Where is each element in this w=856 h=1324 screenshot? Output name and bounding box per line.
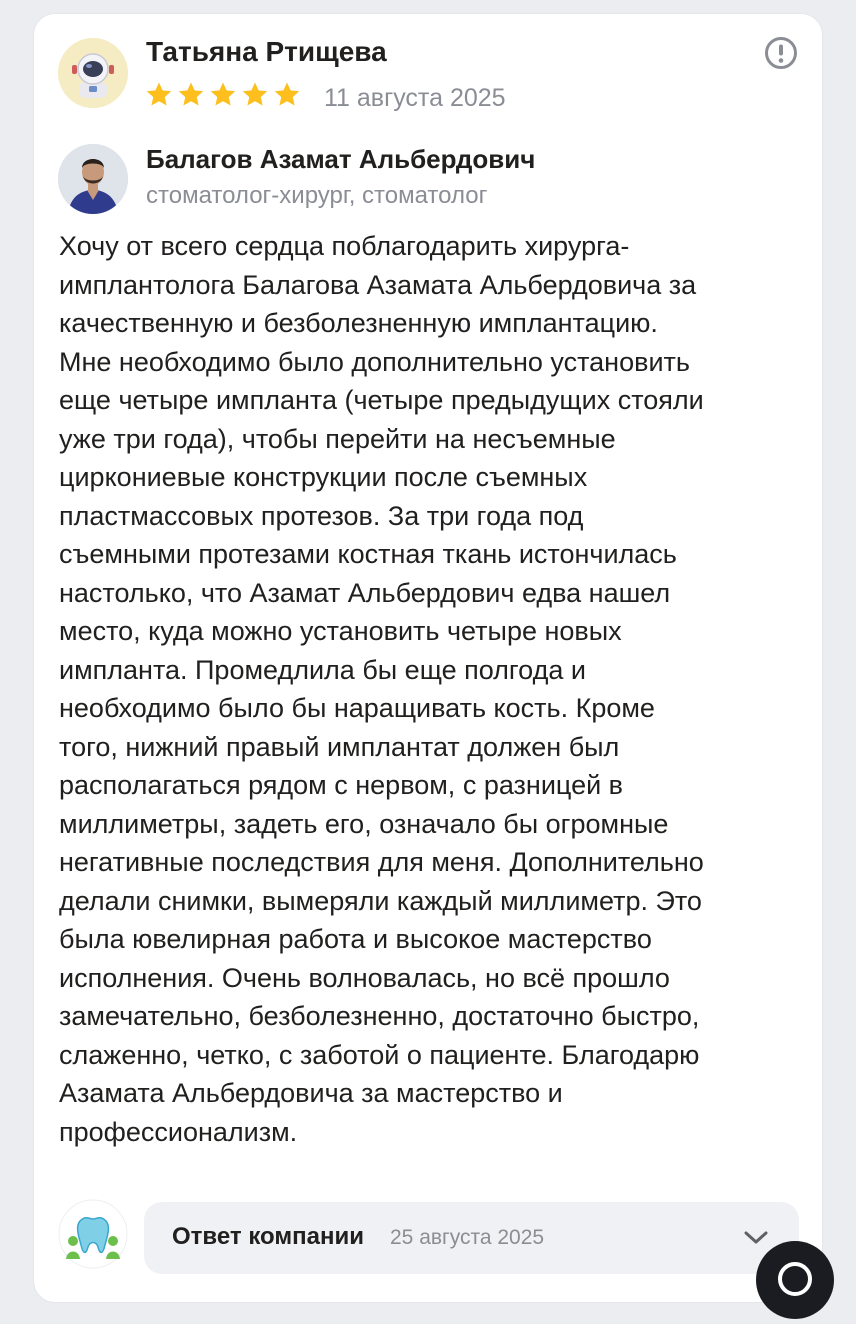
chat-bubble-icon <box>756 1241 834 1319</box>
review-text-line: еще четыре импланта (четыре предыдущих стояли <box>59 385 704 415</box>
chat-button[interactable] <box>756 1241 834 1319</box>
review-text-line: располагаться рядом с нервом, с разницей в <box>59 770 624 800</box>
star-rating <box>144 80 302 110</box>
exclamation-circle-icon <box>764 36 798 70</box>
review-text-line: съемными протезами костная ткань истончилась <box>59 539 677 569</box>
review-text-line: необходимо было бы наращивать кость. Кроме <box>59 693 655 723</box>
reviewer-avatar[interactable] <box>58 38 128 108</box>
review-text-line: негативные последствия для меня. Дополнительно <box>59 847 704 877</box>
star-icon <box>272 80 302 110</box>
star-icon <box>144 80 174 110</box>
star-icon <box>176 80 206 110</box>
review-text-line: качественную и безболезненную имплантацию. <box>59 308 658 338</box>
company-reply-toggle[interactable] <box>144 1202 799 1274</box>
review-text-line: циркониевые конструкции после съемных <box>59 462 588 492</box>
review-text-line: пластмассовых протезов. За три года под <box>59 500 584 531</box>
review-text-line: Азамата Альбердовича за мастерство и <box>59 1078 563 1108</box>
review-text <box>59 227 804 1151</box>
review-text-line: место, куда можно установить четыре новых <box>59 616 622 646</box>
star-icon <box>208 80 238 110</box>
review-text-line: Хочу от всего сердца поблагодарить хирурга- <box>59 231 630 261</box>
review-text-line: замечательно, безболезненно, достаточно быстро, <box>59 1001 700 1031</box>
review-text-line: профессионализм. <box>59 1116 298 1147</box>
doctor-name[interactable]: Балагов Азамат Альбердович <box>146 144 536 174</box>
review-text-line: слаженно, четко, с заботой о пациенте. Благодарю <box>59 1039 700 1070</box>
company-logo <box>58 1199 128 1269</box>
review-text-line: делали снимки, вымеряли каждый миллиметр. Это <box>59 885 702 916</box>
star-icon <box>240 80 270 110</box>
review-date: 11 августа 2025 <box>324 84 506 112</box>
review-text-line: настолько, что Азамат Альбердович едва нашел <box>59 577 671 608</box>
tooth-logo-icon <box>58 1199 128 1269</box>
review-text-line: импланта. Промедлила бы еще полгода и <box>59 654 586 685</box>
review-text-line: Мне необходимо было дополнительно установить <box>59 346 690 377</box>
review-text-line: того, нижний правый имплантат должен был <box>59 731 620 762</box>
review-text-line: миллиметры, задеть его, означало бы огромные <box>59 808 669 839</box>
reviewer-name[interactable]: Татьяна Ртищева <box>146 36 387 67</box>
report-button[interactable] <box>764 36 798 70</box>
doctor-photo <box>58 144 128 214</box>
company-reply-label: Ответ компании <box>172 1223 364 1250</box>
astronaut-avatar-icon <box>58 38 128 108</box>
review-text-line: была ювелирная работа и высокое мастерство <box>59 924 652 954</box>
review-text-line: имплантолога Балагова Азамата Альбердовича за <box>59 269 697 300</box>
doctor-avatar[interactable] <box>58 144 128 214</box>
review-text-line: уже три года), чтобы перейти на несъемные <box>59 423 616 454</box>
review-card <box>33 13 823 1303</box>
company-reply-date: 25 августа 2025 <box>390 1226 545 1249</box>
review-text-line: исполнения. Очень волновалась, но всё прошло <box>59 962 670 993</box>
doctor-specialty: стоматолог-хирург, стоматолог <box>146 182 488 209</box>
